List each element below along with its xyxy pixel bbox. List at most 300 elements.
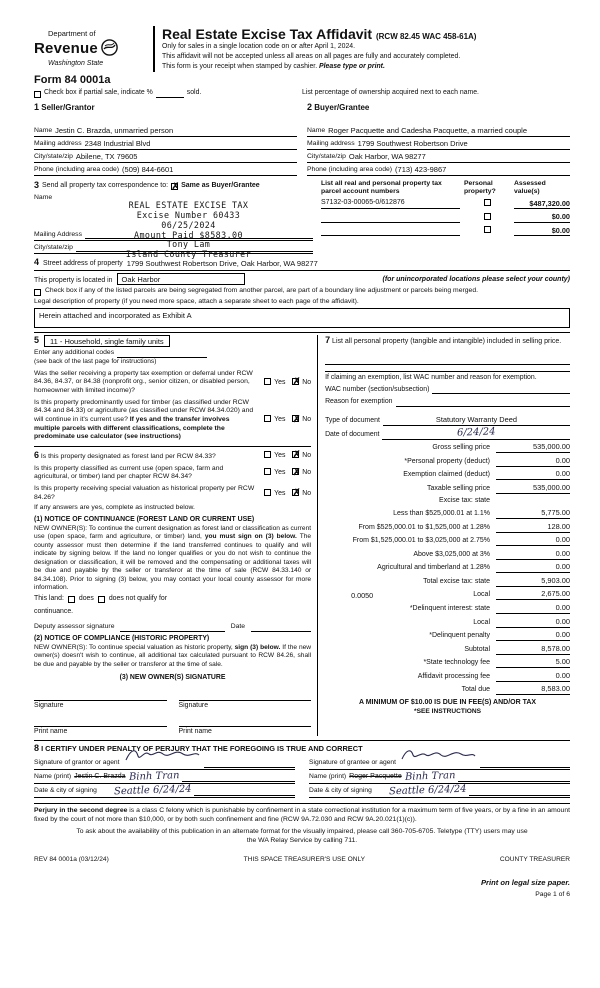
segregated-label: Check box if any of the listed parcels are being segregated from another parcel, are part of a boundary line adjustment or parcels being merged. <box>45 287 478 295</box>
tax-label: Total excise tax: state <box>423 577 490 585</box>
parcel-row-1 <box>321 199 570 209</box>
notice2-part1: NEW OWNER(S): To continue special valuation as historic property, <box>34 643 235 651</box>
tax-label: From $1,525,000.01 to $3,025,000 at 2.75% <box>352 537 490 545</box>
tax-row-tech-fee <box>325 657 570 668</box>
yes-label: Yes <box>274 378 286 386</box>
seller-number: 1 <box>34 101 40 112</box>
partial-sale-row <box>34 89 570 98</box>
middle-right-column <box>318 335 570 737</box>
grantee-signature-row <box>309 756 570 770</box>
rev-number: REV 84 0001a (03/12/24) <box>34 855 109 863</box>
tax-row-tier2 <box>325 522 570 533</box>
tax-label: Local <box>473 618 490 626</box>
printname-label-2: Print name <box>178 727 212 735</box>
owner-signature-field-2[interactable] <box>179 691 312 701</box>
tax-row-processing-fee <box>325 671 570 682</box>
section5-6-divider <box>34 446 311 447</box>
tax-value[interactable]: 0.00 <box>496 469 570 480</box>
additional-codes-row <box>34 349 311 358</box>
parcel-number-field-3[interactable] <box>321 226 460 236</box>
treasurer-space-label: THIS SPACE TREASURER'S USE ONLY <box>243 855 366 863</box>
current-use-yes-checkbox[interactable] <box>264 468 271 475</box>
certify-text: I CERTIFY UNDER PENALTY OF PERJURY THAT THE FOREGOING IS TRUE AND CORRECT <box>41 744 363 754</box>
same-as-buyer-checkbox[interactable] <box>171 183 178 190</box>
reason-row <box>325 398 570 407</box>
exemption-no-checkbox[interactable] <box>292 378 299 385</box>
owner-printname-lines <box>34 717 311 727</box>
tax-value[interactable]: 0.00 <box>496 630 570 641</box>
date-of-document-label: Date of document <box>325 430 380 438</box>
owner-signature-field-1[interactable] <box>34 691 167 701</box>
land-use-code-select[interactable]: 11 - Household, single family units <box>44 335 170 348</box>
reason-exemption-label: Reason for exemption <box>325 398 393 406</box>
notice2-part2: If the new owner(s) doesn't wish to continue, all additional tax calculated pursuant to RCW 84.26, shall be due and payable by the seller or transferor at the time of sale. <box>34 643 312 668</box>
tax-label: From $525,000.01 to $1,525,000 at 1.28% <box>358 523 490 531</box>
seller-phone-value[interactable]: (509) 844-6601 <box>122 164 174 174</box>
tax-value[interactable]: 535,000.00 <box>496 442 570 453</box>
signature-label-1: Signature <box>34 701 64 709</box>
no-label: No <box>302 469 312 477</box>
tax-value[interactable]: 5,903.00 <box>496 576 570 587</box>
exemption-deferral-answers <box>259 378 311 388</box>
ownership-percentage-note: List percentage of ownership acquired next to each name. <box>302 88 479 96</box>
form-note-3 <box>162 63 570 72</box>
personal-property-checkbox-1[interactable] <box>484 199 491 206</box>
notice1-part1: NEW OWNER(S): To continue the current designation as forest land or classification as current use (open space, farm and agriculture, or timber) land, <box>34 524 312 541</box>
land-qualify-row <box>34 595 311 617</box>
tax-value[interactable]: 8,583.00 <box>496 684 570 695</box>
notice-compliance-title: (2) NOTICE OF COMPLIANCE (HISTORIC PROPERTY) <box>34 634 210 642</box>
owner-printname-labels <box>34 728 311 737</box>
street-address-value[interactable]: 1799 Southwest Robertson Drive, Oak Harbor, WA 98277 <box>126 259 318 269</box>
form-note-3b: Please type or print. <box>319 63 385 71</box>
correspondence-city-label: City/state/zip <box>34 243 73 251</box>
timber-yes-checkbox[interactable] <box>264 415 271 422</box>
current-use-text: Is this property classified as current use (open space, farm and agricultural, or timber) land per chapter RCW 84.34? <box>34 464 224 481</box>
tax-label: Local <box>473 591 490 599</box>
tax-label: *State technology fee <box>423 659 490 667</box>
owner-printname-field-1[interactable] <box>34 717 167 727</box>
assessed-values-header: Assessed value(s) <box>514 180 546 196</box>
owner-printname-field-2[interactable] <box>179 717 312 727</box>
timber-no-checkbox[interactable] <box>292 415 299 422</box>
buyer-city-row <box>307 150 570 163</box>
deputy-date-label: Date <box>230 623 246 631</box>
segregated-checkbox[interactable] <box>34 289 41 296</box>
segregated-row <box>34 287 570 296</box>
tax-value[interactable]: 0.00 <box>496 535 570 546</box>
buyer-mailing-value[interactable]: 1799 Southwest Robertson Drive <box>357 138 468 148</box>
tax-label: *Delinquent penalty <box>429 632 490 640</box>
forest-land-question-text: Is this property designated as forest land per RCW 84.33? <box>40 453 216 460</box>
tax-label: Total due <box>461 686 490 694</box>
dor-seal-icon <box>101 39 118 60</box>
printname-label-1: Print name <box>34 727 68 735</box>
type-of-document-label: Type of document <box>325 416 380 424</box>
seller-name-value[interactable]: Jestin C. Brazda, unmarried person <box>55 125 174 135</box>
land-does-checkbox[interactable] <box>68 596 75 603</box>
buyer-phone-value[interactable]: (713) 423-9867 <box>395 164 447 174</box>
wac-number-field[interactable] <box>432 386 570 394</box>
tax-row-delinquent-interest-local <box>325 617 570 628</box>
buyer-phone-label: Phone (including area code) <box>307 165 393 173</box>
tax-label: Excise tax: state <box>439 496 490 504</box>
deputy-signature-label: Deputy assessor signature <box>34 623 115 631</box>
tax-label: Affidavit processing fee <box>417 672 490 680</box>
located-in-label: This property is located in <box>34 276 113 284</box>
yes-label: Yes <box>274 489 286 497</box>
perjury-bold: Perjury in the second degree <box>34 806 128 814</box>
correspondence-mailing-label: Mailing Address <box>34 230 82 238</box>
tax-label: Less than $525,000.01 at 1.1% <box>393 510 490 518</box>
no-label: No <box>302 489 312 497</box>
form-note-2: This affidavit will not be accepted unless all areas on all pages are fully and accurately completed. <box>162 53 461 61</box>
timber-agriculture-text <box>34 399 255 442</box>
seller-phone-row <box>34 163 297 176</box>
stamp-line-3: 06/25/2024 <box>161 219 216 230</box>
exemption-deferral-text: Was the seller receiving a property tax exemption or deferral under RCW 84.36, 84.37, or 84.38 (nonprofit org., senior citizen, or disabled person, homeowner with limited income)? <box>34 369 253 394</box>
county-treasurer-label: COUNTY TREASURER <box>499 855 570 863</box>
forest-yes-checkbox[interactable] <box>264 451 271 458</box>
forest-land-answers <box>259 451 311 461</box>
tax-label: Agricultural and timberland at 1.28% <box>377 564 490 572</box>
tax-value[interactable]: 0.00 <box>496 671 570 682</box>
unincorporated-note: (for unincorporated locations please select your county) <box>382 276 570 284</box>
seller-name-row <box>34 115 297 137</box>
tax-label: *Delinquent interest: state <box>409 605 490 613</box>
owner-signature-labels <box>34 702 311 711</box>
no-label: No <box>302 416 312 424</box>
seller-mailing-row <box>34 137 297 150</box>
same-as-buyer-label: Same as Buyer/Grantee <box>181 181 260 189</box>
type-of-document-row <box>325 415 570 425</box>
tax-value[interactable]: 2,675.00 <box>496 589 570 600</box>
deputy-signature-field[interactable] <box>120 624 224 632</box>
does-label: does <box>78 595 94 603</box>
date-of-document-row <box>325 428 570 440</box>
grantor-printname-value[interactable]: Jestin C. Brazda <box>74 772 126 780</box>
buyer-name-row <box>307 115 570 137</box>
wac-number-label: WAC number (section/subsection) <box>325 385 430 393</box>
land-does-not-checkbox[interactable] <box>98 596 105 603</box>
grantee-handwritten-name: Binh Tran <box>404 770 456 783</box>
assessed-value-1[interactable]: $487,320.00 <box>514 199 570 209</box>
historic-yes-checkbox[interactable] <box>264 489 271 496</box>
tax-label: Above $3,025,000 at 3% <box>413 550 490 558</box>
tax-value[interactable]: 128.00 <box>496 522 570 533</box>
seller-column <box>34 102 297 177</box>
grantor-signature-label: Signature of grantor or agent <box>34 759 120 767</box>
notice-continuance-title: (1) NOTICE OF CONTINUANCE (FOREST LAND OR CURRENT USE) <box>34 516 255 524</box>
deputy-date-field[interactable] <box>251 624 311 632</box>
grantee-printname-value[interactable]: Roger Pacquette <box>349 772 402 780</box>
tax-row-taxable <box>325 483 570 494</box>
correspondence-name-label: Name <box>34 193 53 201</box>
continuance-label: continuance. <box>34 608 74 616</box>
treasurer-stamp <box>68 201 309 260</box>
yes-label: Yes <box>274 416 286 424</box>
partial-sale-percent-field[interactable] <box>156 97 184 98</box>
parcel-numbers-header: List all real and personal property tax parcel account numbers <box>320 180 442 196</box>
header-divider <box>153 26 155 72</box>
historic-text: Is this property receiving special valuation as historical property per RCW 84.26? <box>34 485 255 501</box>
notice-compliance-text <box>34 644 311 669</box>
date-of-document-handwritten: 6/24/24 <box>456 426 496 439</box>
current-use-question <box>34 465 311 482</box>
notice-continuance-text <box>34 525 311 593</box>
legal-size-note: Print on legal size paper. <box>480 878 570 888</box>
tax-row-subtotal <box>325 644 570 655</box>
notice1-bold: you must sign on (3) below. <box>204 533 297 541</box>
new-owner-signature-title: (3) NEW OWNER(S) SIGNATURE <box>119 673 226 681</box>
dor-logo <box>34 26 146 72</box>
buyer-heading <box>307 102 570 114</box>
grantee-handwritten-date: Seattle 6/24/24 <box>388 783 467 798</box>
forest-land-question <box>34 450 311 462</box>
tax-value[interactable]: 5.00 <box>496 657 570 668</box>
tax-row-exemption-deduct <box>325 469 570 480</box>
correspondence-header <box>34 180 313 192</box>
street-address-label: Street address of property <box>43 259 123 267</box>
perjury-text: is a class C felony which is punishable by confinement in a state correctional institution for a maximum term of five years, or by a fine in an amount fixed by the court of not more than $10,000, or by both such confinement and fine (RCW 9A.72.030 and RCW 9A.20.021(1)(c)). <box>34 806 570 823</box>
assessed-value-2[interactable]: $0.00 <box>514 212 570 222</box>
section8-number: 8 <box>34 743 40 754</box>
grantor-date-row <box>34 784 295 798</box>
does-not-label: does not qualify for <box>108 595 168 603</box>
personal-property-checkbox-2[interactable] <box>484 213 491 220</box>
parcel-row-2 <box>321 212 570 222</box>
grantee-name-row <box>309 770 570 784</box>
form-title-rcw: (RCW 82.45 WAC 458-61A) <box>375 32 477 41</box>
buyer-city-value[interactable]: Oak Harbor, WA 98277 <box>348 151 426 161</box>
grantor-signature-scribble[interactable] <box>123 746 201 768</box>
legal-description-value: Herein attached and incorporated as Exhibit A <box>39 310 192 320</box>
owner-signature-lines <box>34 691 311 701</box>
timber-question-bold: If yes and the transfer involves multiple parcels with different classifications, complete the predominate use calculator (see instructions) <box>34 415 230 441</box>
section6-number: 6 <box>34 450 40 460</box>
grantee-signature-scribble[interactable] <box>399 746 477 768</box>
tax-label: Gross selling price <box>432 444 490 452</box>
tax-value[interactable]: 0.00 <box>496 456 570 467</box>
tax-value[interactable]: 8,578.00 <box>496 644 570 655</box>
tax-label: Exemption claimed (deduct) <box>403 471 490 479</box>
middle-left-column <box>34 335 318 737</box>
treasurer-row <box>34 856 570 864</box>
grantee-signature-field[interactable] <box>480 760 570 768</box>
tax-row-personal-deduct <box>325 456 570 467</box>
seller-city-row <box>34 150 297 163</box>
current-use-answers <box>259 468 311 478</box>
deputy-assessor-row <box>34 623 311 632</box>
tax-value[interactable]: 5,775.00 <box>496 508 570 519</box>
section5-number: 5 <box>34 334 40 345</box>
stamp-line-6: Island County Treasurer <box>125 249 252 260</box>
parcel-table <box>321 180 570 254</box>
grantee-name-field[interactable] <box>458 774 570 782</box>
no-label: No <box>302 378 312 386</box>
additional-codes-field[interactable] <box>117 350 207 358</box>
middle-region <box>34 332 570 737</box>
type-of-document-value[interactable]: Statutory Warranty Deed <box>383 415 570 425</box>
grantor-handwritten-date: Seattle 6/24/24 <box>113 783 192 798</box>
tax-value[interactable]: 535,000.00 <box>496 483 570 494</box>
tax-row-tier4 <box>325 549 570 560</box>
buyer-name-value[interactable]: Roger Pacquette and Cadesha Pacquette, a married couple <box>328 125 528 135</box>
date-of-document-field[interactable] <box>382 428 570 440</box>
dept-line3: Washington State <box>48 59 104 67</box>
personal-property-checkbox-3[interactable] <box>484 226 491 233</box>
reason-exemption-field[interactable] <box>396 399 571 407</box>
exemption-yes-checkbox[interactable] <box>264 378 271 385</box>
perjury-note <box>34 803 570 824</box>
parcel-number-value[interactable]: S7132-03-00065-0/612876 <box>321 199 460 209</box>
no-label: No <box>302 451 312 459</box>
section3-number: 3 <box>34 180 40 191</box>
buyer-number: 2 <box>307 101 313 112</box>
partial-sale-sold: sold. <box>186 88 202 96</box>
timber-agriculture-question <box>34 399 311 442</box>
additional-codes-label: Enter any additional codes <box>34 349 115 357</box>
grantor-signature-field[interactable] <box>204 760 295 768</box>
land-use-code-row <box>34 335 311 348</box>
tax-row-tier3 <box>325 535 570 546</box>
grantor-name-row <box>34 770 295 784</box>
tax-value[interactable]: 0.00 <box>496 603 570 614</box>
grantor-name-field[interactable] <box>182 774 295 782</box>
grantor-date-field[interactable] <box>194 788 295 796</box>
tax-label: Taxable selling price <box>426 484 490 492</box>
current-use-no-checkbox[interactable] <box>292 468 299 475</box>
grantor-certification <box>34 756 295 798</box>
wac-row <box>325 386 570 395</box>
seller-city-value[interactable]: Abilene, TX 79605 <box>75 151 138 161</box>
seller-phone-label: Phone (including area code) <box>34 165 120 173</box>
if-yes-note: If any answers are yes, complete as instructed below. <box>34 504 195 512</box>
grantor-date-label: Date & city of signing <box>34 787 97 795</box>
stamp-line-5: Tony Lam <box>166 239 211 250</box>
buyer-column <box>307 102 570 177</box>
grantee-date-field[interactable] <box>469 788 570 796</box>
forest-land-text <box>34 450 255 462</box>
form-note-1: Only for sales in a single location code on or after April 1, 2024. <box>162 43 356 51</box>
form-title <box>162 27 570 42</box>
dept-line2: Revenue <box>34 40 98 58</box>
minimum-due-note: A MINIMUM OF $10.00 IS DUE IN FEE(S) AND/OR TAX <box>358 699 537 707</box>
tax-label: *Personal property (deduct) <box>404 457 490 465</box>
seller-city-label: City/state/zip <box>34 152 73 160</box>
buyer-city-label: City/state/zip <box>307 152 346 160</box>
seller-mailing-value[interactable]: 2348 Industrial Blvd <box>84 138 151 148</box>
see-back-note: (see back of the last page for instructions) <box>34 358 157 366</box>
form-note-3a: This form is your receipt when stamped by cashier. <box>162 63 320 71</box>
partial-sale-checkbox[interactable] <box>34 91 41 98</box>
seller-mailing-label: Mailing address <box>34 139 82 147</box>
tax-label: Subtotal <box>464 645 490 653</box>
tax-value[interactable]: 0.00 <box>496 562 570 573</box>
parties-section <box>34 102 570 177</box>
page-number: Page 1 of 6 <box>535 890 570 898</box>
send-correspondence-label: Send all property tax correspondence to: <box>42 181 169 189</box>
located-in-row <box>34 273 570 286</box>
historic-question <box>34 485 311 502</box>
personal-property-field[interactable] <box>325 357 570 365</box>
stamp-line-2: Excise Number 60433 <box>136 209 241 220</box>
certification-section <box>34 740 570 798</box>
tax-row-tier1 <box>325 508 570 519</box>
personal-property-header: Personal property? <box>464 180 496 196</box>
tax-row-delinquent-penalty <box>325 630 570 641</box>
forest-no-checkbox[interactable] <box>292 451 299 458</box>
tax-row-total-state <box>325 576 570 587</box>
buyer-name-label: Name <box>307 126 326 134</box>
seller-heading <box>34 102 297 114</box>
stamp-line-1: REAL ESTATE EXCISE TAX <box>128 199 249 210</box>
tax-row-gross <box>325 442 570 453</box>
tax-value <box>496 496 570 505</box>
tax-row-excise-state <box>325 496 570 505</box>
tax-value[interactable]: 0.00 <box>496 549 570 560</box>
parcel-row-3 <box>321 226 570 236</box>
certify-heading <box>34 743 570 755</box>
property-location-section <box>34 257 570 327</box>
historic-no-checkbox[interactable] <box>292 489 299 496</box>
this-land-label: This land: <box>34 595 64 603</box>
tax-row-local <box>325 589 570 600</box>
section7-number: 7 <box>325 334 331 345</box>
tax-row-agricultural <box>325 562 570 573</box>
local-rate-value[interactable]: 0.0050 <box>351 591 374 601</box>
notice1-part2: The county assessor must then determine if the land transferred continues to qualify and will indicate by signing below. If the land no longer qualifies or you do not wish to continue the designation or classification, it will be removed and the compensating or additional taxes will be due and payable by the seller or transferor at the time of sale (RCW 84.33.140 or 84.34.108). Prior to signing (3) below, you may contact your local county assessor for more information. <box>34 533 312 592</box>
legal-description-box[interactable] <box>34 308 570 328</box>
parcel-number-field-2[interactable] <box>321 213 460 223</box>
parcel-table-header <box>321 180 570 196</box>
buyer-mailing-label: Mailing address <box>307 139 355 147</box>
form-title-text: Real Estate Excise Tax Affidavit <box>162 26 373 42</box>
buyer-heading-text: Buyer/Grantee <box>314 102 370 112</box>
seller-name-label: Name <box>34 126 53 134</box>
assessed-value-3[interactable]: $0.00 <box>514 226 570 236</box>
exemption-claim-note: If claiming an exemption, list WAC number and reason for exemption. <box>325 371 570 383</box>
legal-description-label: Legal description of property (if you need more space, attach a separate sheet to each page of the affidavit). <box>34 298 359 306</box>
exemption-deferral-question <box>34 370 311 396</box>
location-select[interactable]: Oak Harbor <box>117 273 245 286</box>
partial-sale-label: Check box if partial sale, indicate % <box>44 88 153 96</box>
yes-label: Yes <box>274 469 286 477</box>
tax-row-total-due <box>325 684 570 695</box>
buyer-phone-row <box>307 163 570 176</box>
grantee-date-row <box>309 784 570 798</box>
dept-line1: Department of <box>48 29 96 38</box>
grantor-signature-row <box>34 756 295 770</box>
signature-label-2: Signature <box>178 701 209 709</box>
tax-correspondence-section <box>34 180 570 260</box>
grantee-signature-label: Signature of grantee or agent <box>309 759 396 767</box>
grantor-printname-label: Name (print) <box>34 773 72 781</box>
timber-question-normal: Is this property predominantly used for timber (as classified under RCW 84.34 and 84.33) or agriculture (as classified under RCW 84.34.020) and will continue in it's current use? <box>34 398 254 423</box>
stamp-line-4: Amount Paid $8583.00 <box>134 229 243 240</box>
correspondence-left <box>34 180 313 260</box>
historic-answers <box>259 489 311 499</box>
timber-agriculture-answers <box>259 415 311 425</box>
section4-number: 4 <box>34 257 40 268</box>
personal-property-heading <box>325 335 570 347</box>
notice2-bold: sign (3) below. <box>234 643 281 651</box>
form-number: Form 84 0001a <box>34 73 111 86</box>
yes-label: Yes <box>274 451 286 459</box>
header <box>34 26 570 72</box>
tax-value[interactable]: 0.00 <box>496 617 570 628</box>
see-instructions-note: *SEE INSTRUCTIONS <box>414 708 482 716</box>
